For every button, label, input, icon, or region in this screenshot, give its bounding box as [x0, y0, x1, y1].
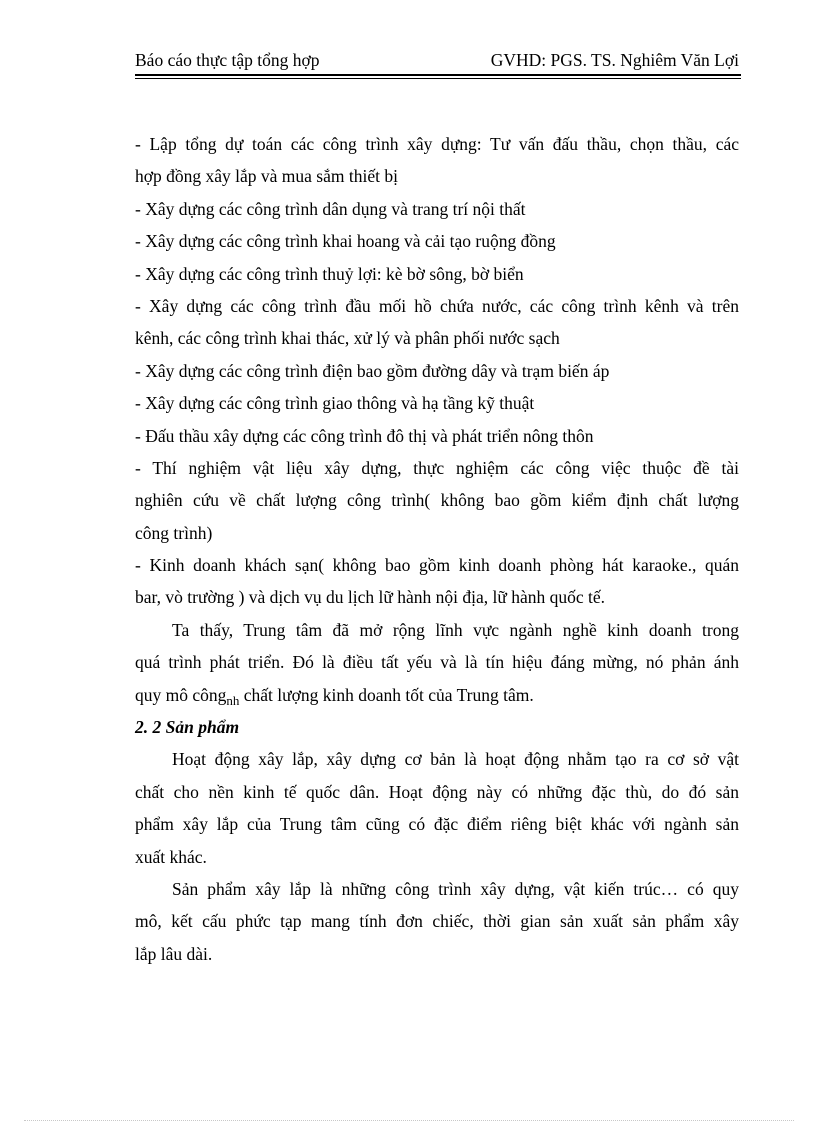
text-line: - Xây dựng các công trình giao thông và hạ tầng kỹ thuật	[135, 393, 535, 414]
header-rule-thin	[135, 78, 741, 79]
text-line: phẩm xây lắp của Trung tâm cũng có đặc điểm riêng biệt khác với ngành sản	[135, 814, 739, 835]
text-segment: quy mô công	[135, 684, 227, 705]
text-line: - Xây dựng các công trình đầu mối hồ chứa nước, các công trình kênh và trên	[135, 295, 739, 316]
text-line: nghiên cứu về chất lượng công trình( không bao gồm kiểm định chất lượng	[135, 490, 739, 511]
page-bottom-divider	[24, 1120, 794, 1121]
text-line: Ta thấy, Trung tâm đã mở rộng lĩnh vực ngành nghề kinh doanh trong	[172, 619, 739, 640]
text-line: lắp lâu dài.	[135, 943, 213, 964]
section-heading: 2. 2 Sản phẩm	[135, 717, 240, 738]
header-rule-thick	[135, 74, 741, 76]
text-line: kênh, các công trình khai thác, xử lý và phân phối nước sạch	[135, 328, 560, 349]
subscript-fragment: nh	[226, 692, 240, 708]
text-line: - Lập tổng dự toán các công trình xây dựng: Tư vấn đấu thầu, chọn thầu, các	[135, 134, 739, 154]
text-line: - Đấu thầu xây dựng các công trình đô thị và phát triển nông thôn	[135, 425, 594, 446]
page-header	[135, 50, 741, 74]
text-line: xuất khác.	[135, 846, 207, 867]
text-line: Hoạt động xây lắp, xây dựng cơ bản là hoạt động nhằm tạo ra cơ sở vật	[172, 749, 739, 770]
text-line: công trình)	[135, 522, 213, 543]
text-line: quá trình phát triển. Đó là điều tất yếu và là tín hiệu đáng mừng, nó phản ánh	[135, 652, 739, 673]
text-line: - Xây dựng các công trình điện bao gồm đường dây và trạm biến áp	[135, 360, 610, 381]
text-line: - Xây dựng các công trình thuỷ lợi: kè bờ sông, bờ biển	[135, 263, 524, 284]
document-body	[135, 128, 739, 970]
text-segment: chất lượng kinh doanh tốt của Trung tâm.	[239, 684, 534, 705]
text-line: - Xây dựng các công trình dân dụng và trang trí nội thất	[135, 198, 526, 219]
header-report-title: Báo cáo thực tập tổng hợp	[135, 50, 320, 70]
text-line: - Kinh doanh khách sạn( không bao gồm kinh doanh phòng hát karaoke., quán	[135, 555, 739, 576]
text-line: hợp đồng xây lắp và mua sắm thiết bị	[135, 166, 398, 187]
text-line	[135, 679, 739, 711]
text-line: - Xây dựng các công trình khai hoang và cải tạo ruộng đồng	[135, 231, 556, 252]
text-line: - Thí nghiệm vật liệu xây dựng, thực nghiệm các công việc thuộc đề tài	[135, 457, 739, 478]
text-line: bar, vò trường ) và dịch vụ du lịch lữ hành nội địa, lữ hành quốc tế.	[135, 587, 606, 608]
header-supervisor: GVHD: PGS. TS. Nghiêm Văn Lợi	[490, 50, 739, 70]
text-line: mô, kết cấu phức tạp mang tính đơn chiếc, thời gian sản xuất sản phẩm xây	[135, 911, 739, 932]
text-line: Sản phẩm xây lắp là những công trình xây dựng, vật kiến trúc… có quy	[172, 878, 739, 899]
text-line: chất cho nền kinh tế quốc dân. Hoạt động này có những đặc thù, do đó sản	[135, 781, 739, 802]
